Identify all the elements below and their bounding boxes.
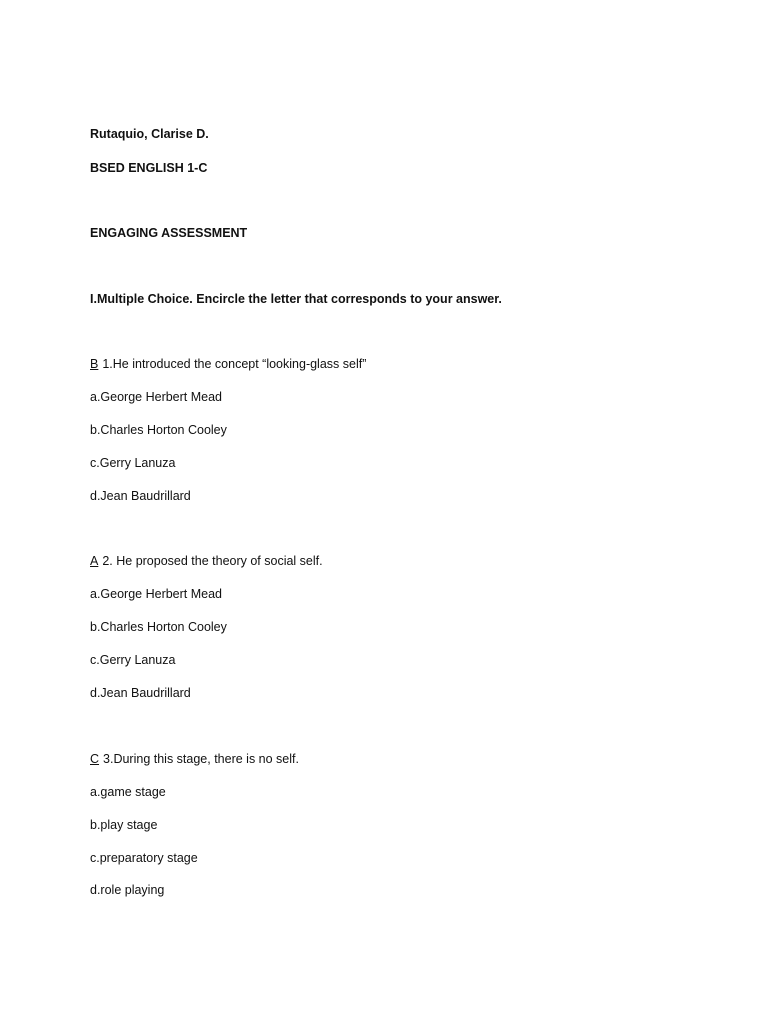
student-name: Rutaquio, Clarise D. [90, 127, 209, 141]
course-section: BSED ENGLISH 1-C [90, 161, 208, 175]
option-d: d.role playing [90, 883, 165, 897]
answer-mark: C [90, 752, 100, 766]
question-3 [90, 751, 299, 767]
option-c: c.Gerry Lanuza [90, 653, 176, 667]
assessment-title: ENGAGING ASSESSMENT [90, 226, 248, 240]
option-a: a.George Herbert Mead [90, 587, 223, 601]
option-c: c.Gerry Lanuza [90, 456, 176, 470]
question-text: 2. He proposed the theory of social self. [102, 554, 323, 568]
option-c: c.preparatory stage [90, 851, 198, 865]
question-text: 1.He introduced the concept “looking-glass self” [102, 357, 367, 371]
instructions: I.Multiple Choice. Encircle the letter that corresponds to your answer. [90, 292, 502, 306]
option-b: b.Charles Horton Cooley [90, 423, 227, 437]
question-1 [90, 356, 366, 372]
option-d: d.Jean Baudrillard [90, 686, 191, 700]
option-a: a.game stage [90, 785, 166, 799]
question-text: 3.During this stage, there is no self. [103, 752, 299, 766]
option-d: d.Jean Baudrillard [90, 489, 191, 503]
question-2 [90, 553, 323, 569]
option-a: a.George Herbert Mead [90, 390, 223, 404]
answer-mark: A [90, 554, 99, 568]
option-b: b.Charles Horton Cooley [90, 620, 227, 634]
answer-mark: B [90, 357, 99, 371]
option-b: b.play stage [90, 818, 158, 832]
